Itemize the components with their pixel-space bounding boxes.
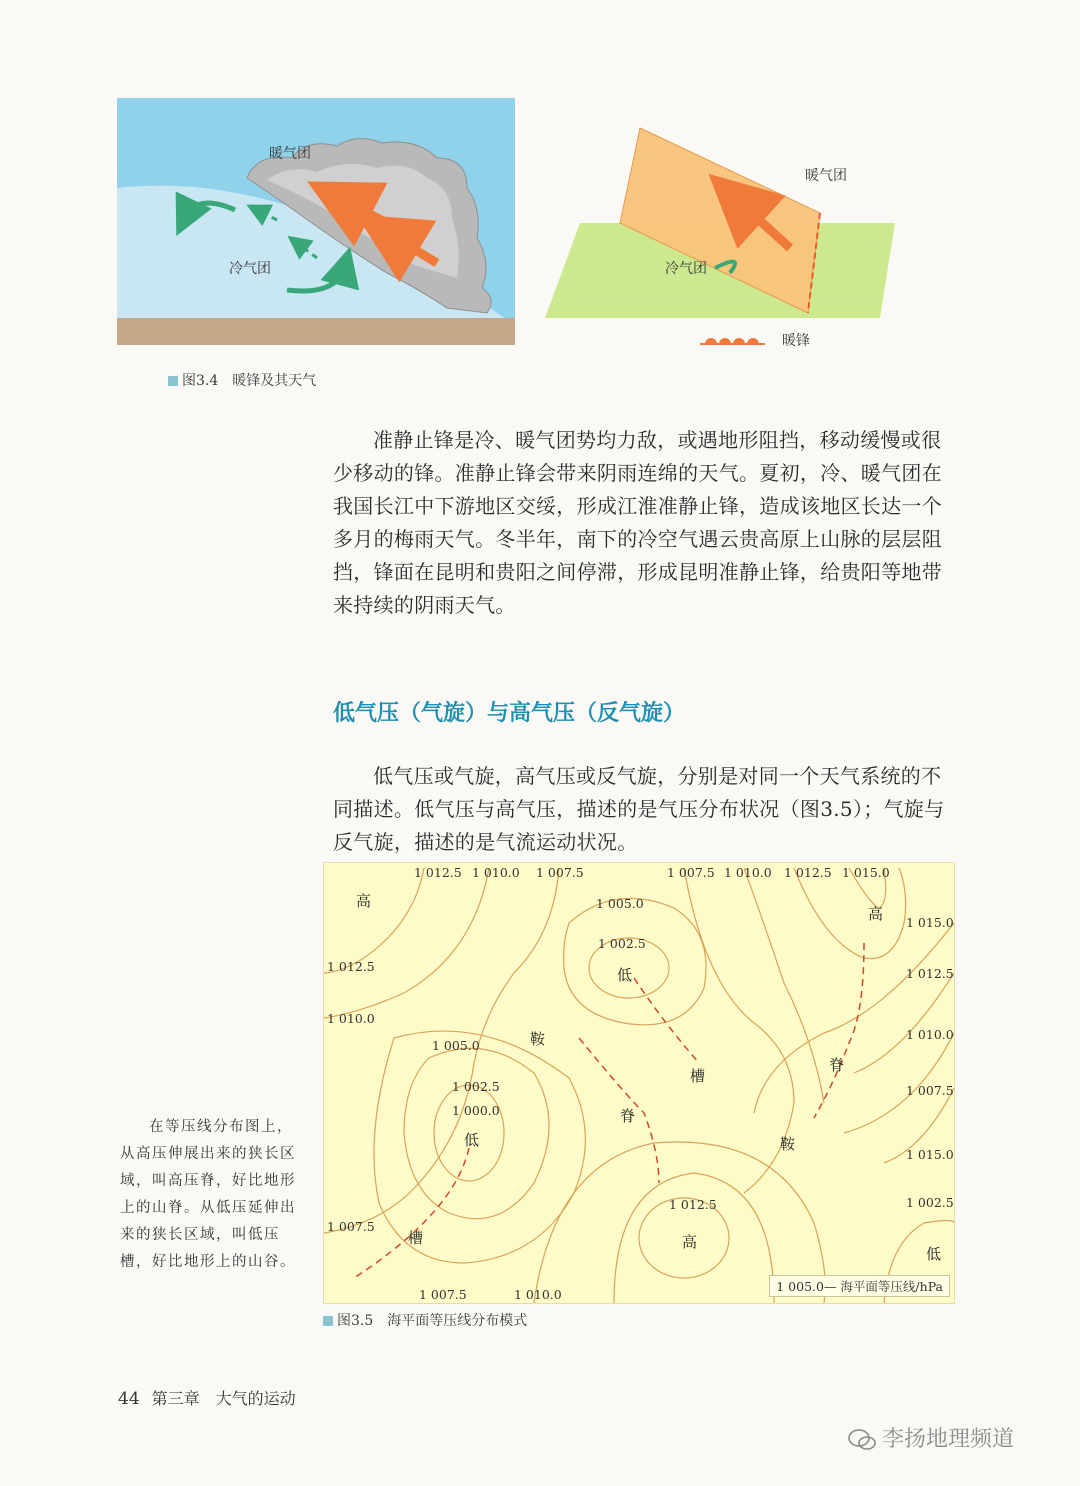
warm-front-cross-section (117, 98, 515, 345)
high-pressure-label-top-left: 高 (356, 892, 372, 910)
ridge-label-2: 脊 (829, 1056, 845, 1074)
isobar-label-top-5: 1 010.0 (724, 865, 772, 880)
saddle-label-1: 鞍 (530, 1030, 546, 1048)
isobar-map (323, 862, 955, 1304)
caption-marker-2 (323, 1316, 333, 1326)
isobar-label-left-3: 1 007.5 (327, 1219, 375, 1234)
high-pressure-label-top-right: 高 (868, 905, 884, 923)
ridge-label-1: 脊 (620, 1107, 636, 1125)
isobar-label-bottom-2: 1 010.0 (514, 1287, 562, 1302)
isobar-label-right-2: 1 012.5 (906, 966, 954, 981)
isobar-label-west-3: 1 000.0 (452, 1103, 500, 1118)
paragraph-quasi-stationary-front (333, 424, 951, 622)
isobar-label-top-7: 1 015.0 (842, 865, 890, 880)
isobar-label-left-1: 1 012.5 (327, 959, 375, 974)
paragraph-2-text: 低气压或气旋，高气压或反气旋，分别是对同一个天气系统的不同描述。低气压与高气压，描述的是气压分布状况（图3.5）；气旋与反气旋，描述的是气流运动状况。 (333, 764, 945, 854)
isobar-label-right-4: 1 007.5 (906, 1083, 954, 1098)
watermark-text: 李扬地理频道 (882, 1427, 1015, 1452)
low-pressure-label-center: 低 (617, 966, 633, 984)
isobar-label-left-2: 1 010.0 (327, 1011, 375, 1026)
section-heading: 低气压（气旋）与高气压（反气旋） (333, 701, 686, 726)
isobar-label-right-3: 1 010.0 (906, 1027, 954, 1042)
isobar-label-center-2: 1 002.5 (598, 936, 646, 951)
isobar-legend: 1 005.0— 海平面等压线/hPa (769, 1275, 950, 1297)
high-pressure-label-bottom: 高 (682, 1233, 698, 1251)
warm-air-label: 暖气团 (269, 146, 311, 162)
isobar-label-right-6: 1 002.5 (906, 1195, 954, 1210)
isobar-label-right-1: 1 015.0 (906, 915, 954, 930)
cold-air-label: 冷气团 (229, 261, 271, 277)
isobar-label-top-2: 1 010.0 (472, 865, 520, 880)
trough-label-1: 槽 (690, 1067, 706, 1085)
cold-air-label-3d: 冷气团 (665, 261, 707, 277)
side-note-text: 在等压线分布图上，从高压伸展出来的狭长区域，叫高压脊，好比地形上的山脊。从低压延伸出来的狭长区域，叫低压槽，好比地形上的山谷。 (120, 1119, 296, 1270)
caption-marker (168, 376, 178, 386)
page-number: 44 (118, 1389, 140, 1409)
isobar-label-mid: 1 012.5 (669, 1197, 717, 1212)
trough-label-2: 槽 (408, 1229, 424, 1247)
paragraph-pressure-systems (333, 760, 951, 859)
isobar-label-top-4: 1 007.5 (667, 865, 715, 880)
isobar-label-top-6: 1 012.5 (784, 865, 832, 880)
figure-3-5-caption-text: 图3.5 海平面等压线分布模式 (337, 1313, 528, 1329)
isobar-label-west-2: 1 002.5 (452, 1079, 500, 1094)
figure-3-4-caption (168, 370, 316, 390)
figure-3-5-caption (323, 1310, 527, 1330)
isobar-label-center-1: 1 005.0 (596, 896, 644, 911)
warm-front-label: 暖锋 (782, 333, 810, 349)
watermark (848, 1422, 1014, 1453)
axis-lines (354, 943, 864, 1278)
warm-front-3d-view (540, 118, 910, 358)
side-note (120, 1114, 300, 1276)
low-pressure-label-west: 低 (464, 1131, 480, 1149)
figure-3-4-caption-text: 图3.4 暖锋及其天气 (182, 373, 317, 389)
page-footer (118, 1386, 296, 1409)
isobar-label-top-1: 1 012.5 (414, 865, 462, 880)
isobar-label-west-1: 1 005.0 (432, 1038, 480, 1053)
isobar-label-top-3: 1 007.5 (536, 865, 584, 880)
isobar-label-bottom-1: 1 007.5 (419, 1287, 467, 1302)
isobar-label-right-5: 1 015.0 (906, 1147, 954, 1162)
chapter-title: 第三章 大气的运动 (151, 1389, 296, 1408)
paragraph-1-text: 准静止锋是冷、暖气团势均力敌，或遇地形阻挡，移动缓慢或很少移动的锋。准静止锋会带来阴雨连绵的天气。夏初，冷、暖气团在我国长江中下游地区交绥，形成江淮准静止锋，造成该地区长达一个多月的梅雨天气。冬半年，南下的冷空气遇云贵高原上山脉的层层阻挡，锋面在昆明和贵阳之间停滞，形成昆明准静止锋，给贵阳等地带来持续的阴雨天气。 (333, 428, 942, 617)
low-pressure-label-bottom-right: 低 (926, 1245, 942, 1263)
wechat-icon (848, 1429, 876, 1451)
saddle-label-2: 鞍 (780, 1135, 796, 1153)
warm-air-label-3d: 暖气团 (805, 168, 847, 184)
